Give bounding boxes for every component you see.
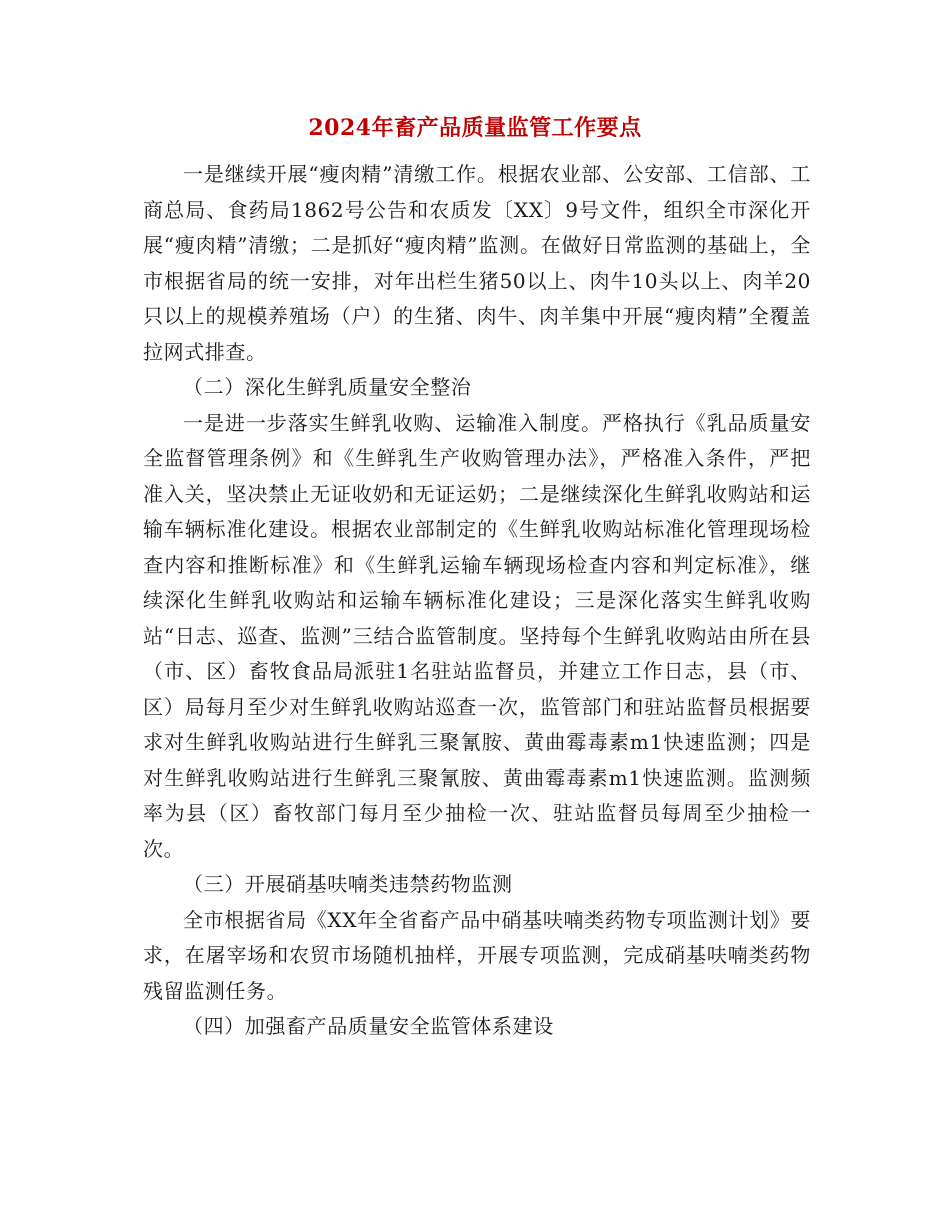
section-heading-3: （三）开展硝基呋喃类违禁药物监测 (183, 872, 513, 896)
document-title: 2024年畜产品质量监管工作要点 (308, 115, 642, 141)
paragraph-clenbuterol-work: 一是继续开展“瘦肉精”清缴工作。根据农业部、公安部、工信部、工商总局、食药局1862号公告和农质发〔XX〕9号文件，组织全市深化开展“瘦肉精”清缴；二是抓好“瘦肉精”监测。在做好日常监测的基础上，全市根据省局的统一安排，对年出栏生猪50以上、肉牛10头以上、肉羊20只以上的规模养殖场（户）的生猪、肉牛、肉羊集中开展“瘦肉精”全覆盖拉网式排查。 (143, 162, 811, 364)
document-body (143, 157, 811, 1045)
paragraph-nitrofuran: 全市根据省局《XX年全省畜产品中硝基呋喃类药物专项监测计划》要求，在屠宰场和农贸市场随机抽样，开展专项监测，完成硝基呋喃类药物残留监测任务。 (143, 907, 811, 1003)
paragraph-raw-milk: 一是进一步落实生鲜乳收购、运输准入制度。严格执行《乳品质量安全监督管理条例》和《生鲜乳生产收购管理办法》，严格准入条件，严把准入关，坚决禁止无证收奶和无证运奶；二是继续深化生鲜乳收购站和运输车辆标准化建设。根据农业部制定的《生鲜乳收购站标准化管理现场检查内容和推断标准》和《生鲜乳运输车辆现场检查内容和判定标准》，继续深化生鲜乳收购站和运输车辆标准化建设；三是深化落实生鲜乳收购站“日志、巡查、监测”三结合监管制度。坚持每个生鲜乳收购站由所在县（市、区）畜牧食品局派驻1名驻站监督员，并建立工作日志，县（市、区）局每月至少对生鲜乳收购站巡查一次，监管部门和驻站监督员根据要求对生鲜乳收购站进行生鲜乳三聚氰胺、黄曲霉毒素m1快速监测；四是对生鲜乳收购站进行生鲜乳三聚氰胺、黄曲霉毒素m1快速监测。监测频率为县（区）畜牧部门每月至少抽检一次、驻站监督员每周至少抽检一次。 (143, 410, 811, 861)
section-heading-4: （四）加强畜产品质量安全监管体系建设 (183, 1014, 554, 1038)
section-heading-2: （二）深化生鲜乳质量安全整治 (183, 375, 472, 399)
